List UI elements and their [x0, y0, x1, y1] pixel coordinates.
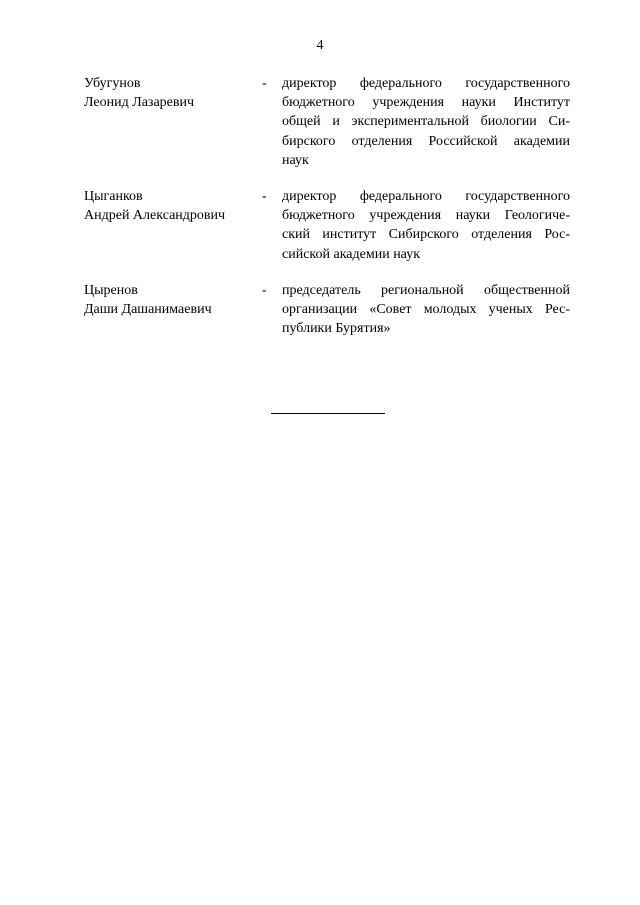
position-line: публики Бурятия»	[282, 321, 391, 337]
member-name	[84, 74, 260, 170]
member-position	[282, 187, 570, 264]
position-line: организации «Совет молодых ученых Рес-	[282, 302, 570, 318]
position-line: бирского отделения Российской академии	[282, 133, 570, 149]
member-surname: Цыганков	[84, 189, 143, 205]
position-line: директор федерального государственного	[282, 189, 570, 205]
position-line: сийской академии наук	[282, 246, 420, 262]
member-name	[84, 187, 260, 264]
member-list	[84, 74, 574, 355]
member-name	[84, 281, 260, 339]
position-line: ский институт Сибирского отделения Рос-	[282, 227, 570, 243]
end-divider-line	[271, 413, 385, 414]
page-number: 4	[316, 38, 324, 53]
member-position	[282, 281, 570, 339]
member-given-names: Даши Дашанимаевич	[84, 302, 212, 318]
position-line: бюджетного учреждения науки Институт	[282, 95, 570, 111]
member-given-names: Андрей Александрович	[84, 208, 226, 224]
separator-dash: -	[262, 76, 267, 91]
member-surname: Цыренов	[84, 282, 138, 298]
position-line: директор федерального государственного	[282, 76, 570, 91]
member-entry	[84, 281, 574, 339]
position-line: общей и экспериментальной биологии Си-	[282, 114, 570, 130]
position-line: председатель региональной общественной	[282, 282, 570, 298]
member-position	[282, 74, 570, 170]
separator-dash: -	[262, 189, 267, 205]
position-line: бюджетного учреждения науки Геологиче-	[282, 208, 570, 224]
member-surname: Убугунов	[84, 76, 141, 91]
separator-dash: -	[262, 282, 267, 298]
member-entry	[84, 74, 574, 170]
position-line: наук	[282, 152, 309, 168]
member-given-names: Леонид Лазаревич	[84, 95, 195, 111]
member-entry	[84, 187, 574, 264]
